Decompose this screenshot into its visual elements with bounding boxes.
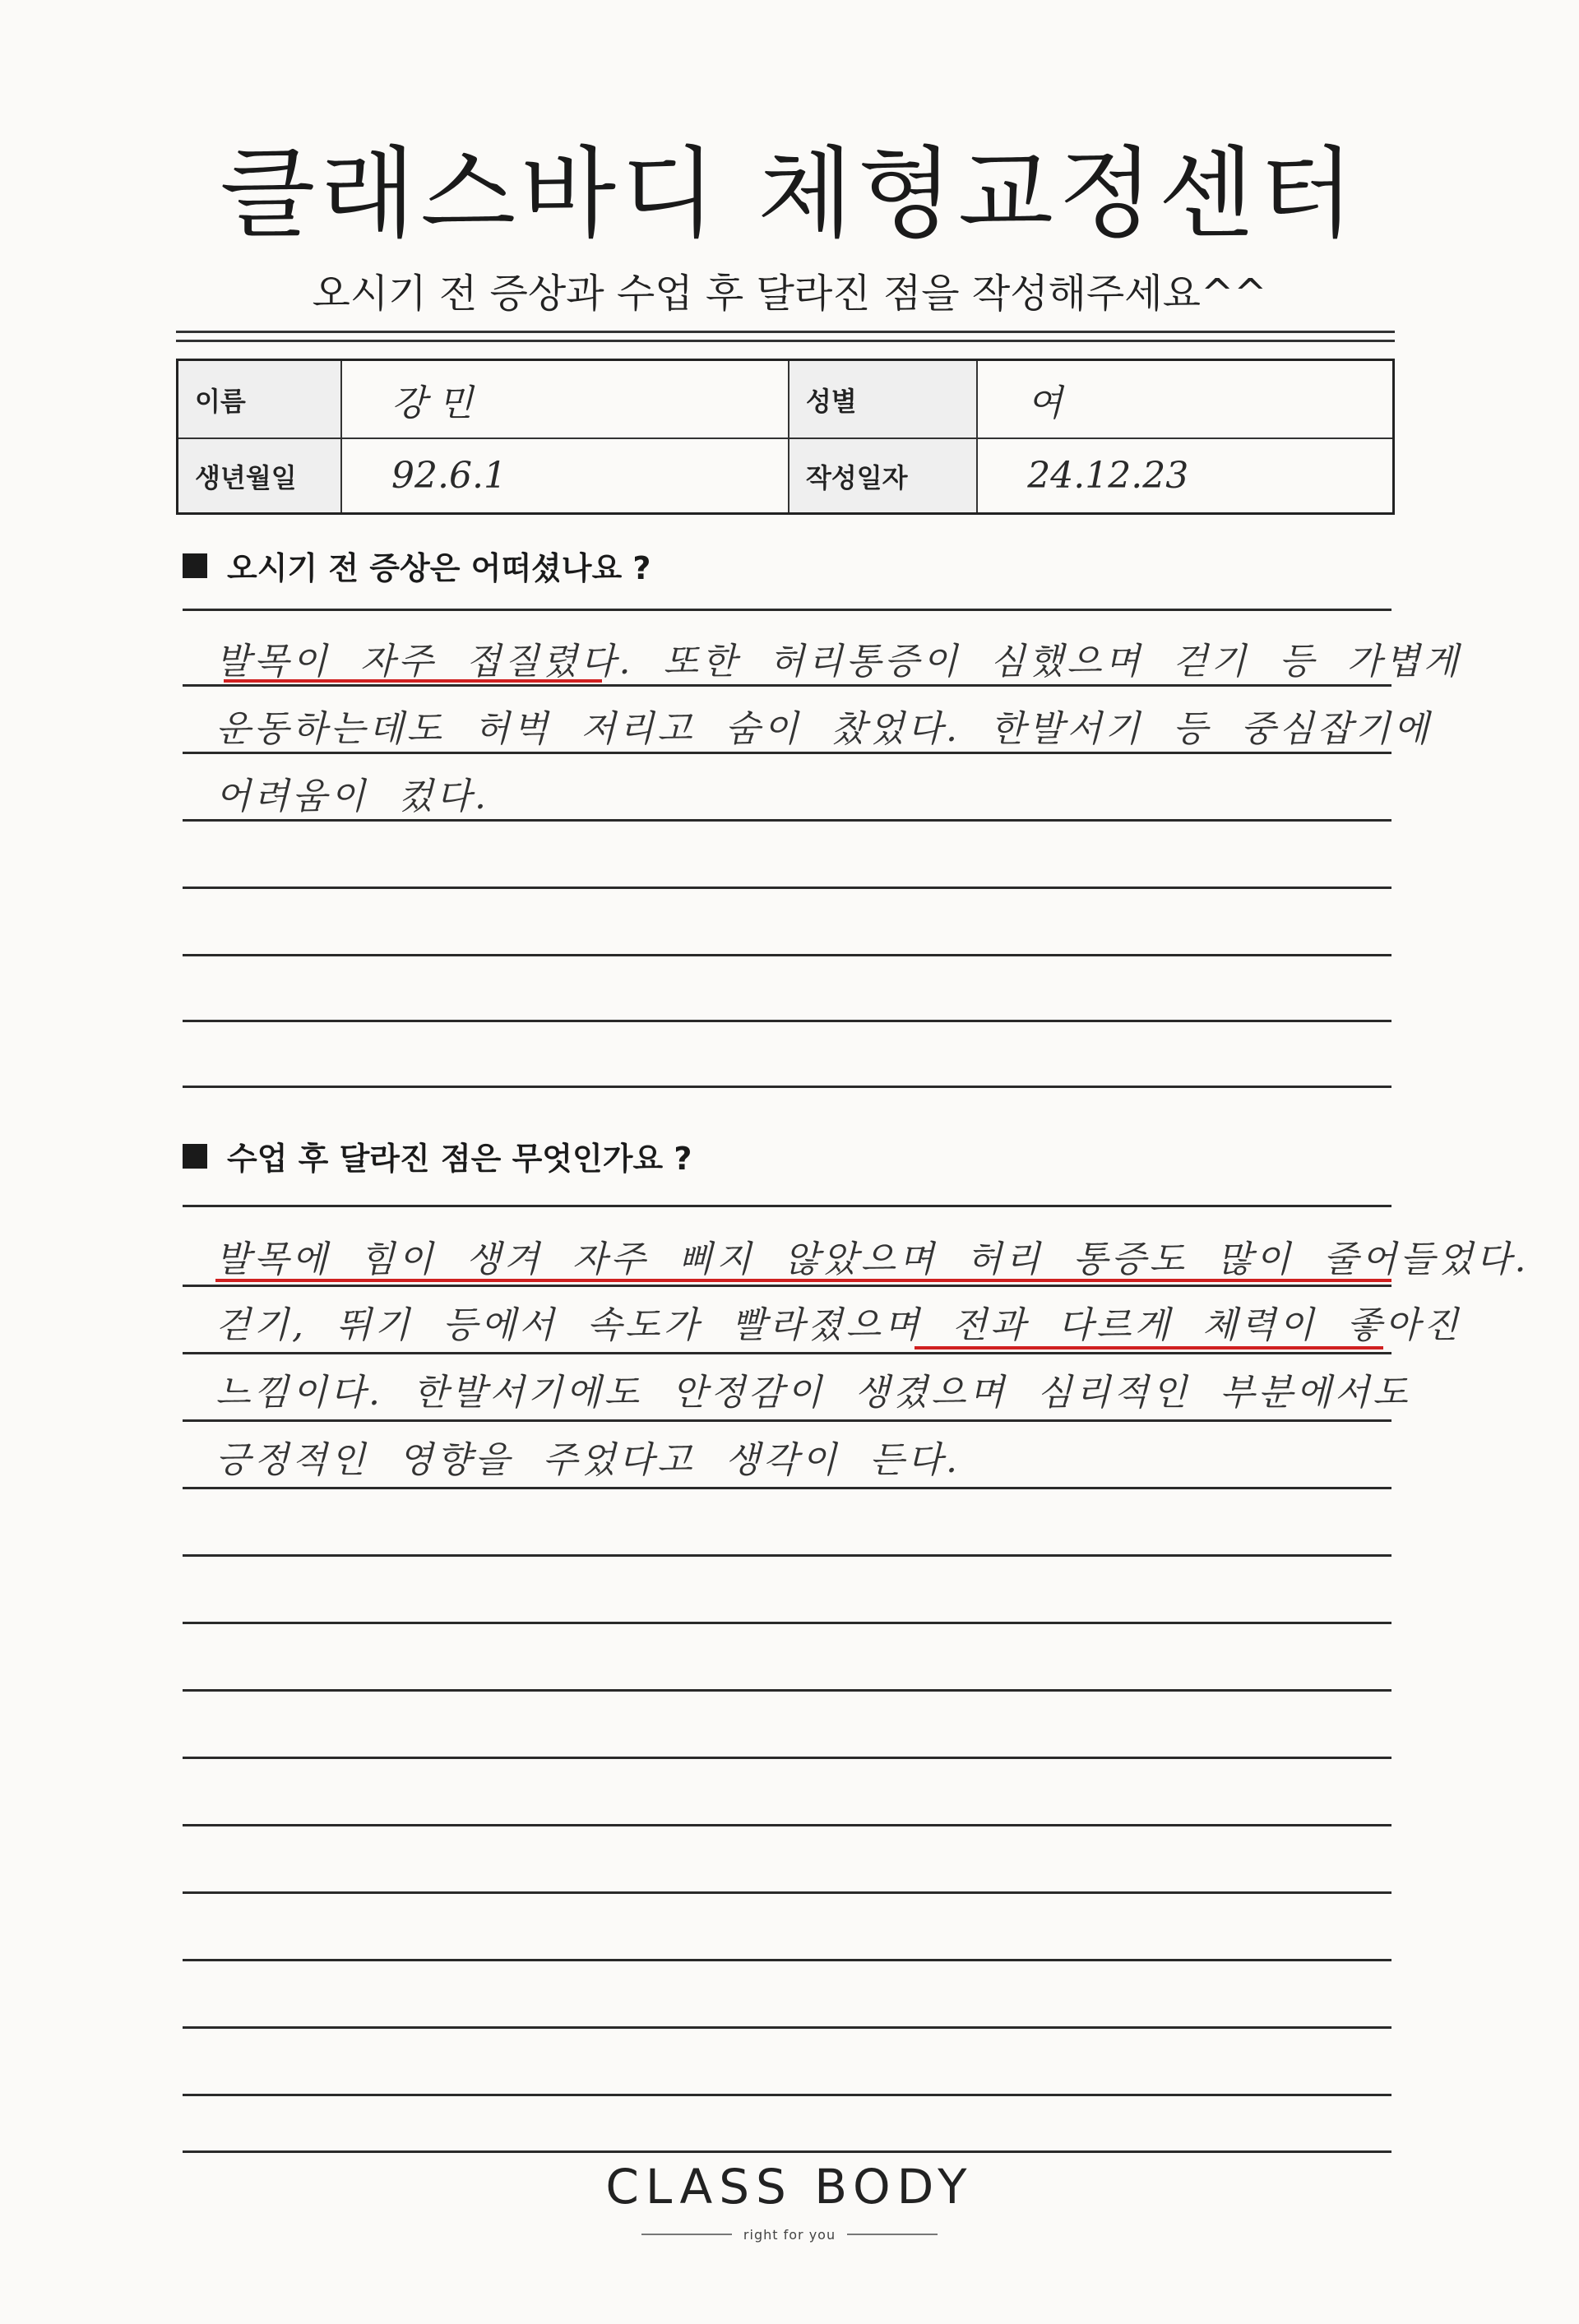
red-underline xyxy=(224,679,602,683)
ruled-line xyxy=(183,1205,1391,1207)
ruled-line xyxy=(183,1285,1391,1287)
gender-value: 여 xyxy=(977,360,1393,439)
info-row xyxy=(178,438,1394,513)
brand-logo: CLASS BODY xyxy=(605,2159,974,2215)
page-title: 클래스바디 체형교정센터 xyxy=(220,137,1359,252)
square-icon xyxy=(183,553,207,578)
section2-heading xyxy=(183,1133,692,1178)
ruled-line xyxy=(183,1622,1391,1624)
ruled-line xyxy=(183,1891,1391,1894)
birth-label: 생년월일 xyxy=(178,438,342,513)
ruled-line xyxy=(183,1020,1391,1022)
date-label: 작성일자 xyxy=(789,438,977,513)
date-value: 24.12.23 xyxy=(977,438,1393,513)
brand-tagline: right for you xyxy=(743,2226,836,2243)
section1-heading-text: 오시기 전 증상은 어떠셨나요 ? xyxy=(227,550,651,586)
ruled-line xyxy=(183,954,1391,956)
answer-line: 운동하는데도 허벅 저리고 숨이 찼었다. 한발서기 등 중심잡기에 xyxy=(215,708,1432,750)
name-value: 강 민 xyxy=(341,360,789,439)
ruled-line xyxy=(183,1352,1391,1354)
ruled-line xyxy=(183,1959,1391,1961)
gender-label: 성별 xyxy=(789,360,977,439)
brand-tagline-row xyxy=(641,2224,938,2244)
ruled-line xyxy=(183,2150,1391,2153)
answer-line: 걷기, 뛰기 등에서 속도가 빨라졌으며 전과 다르게 체력이 좋아진 xyxy=(215,1304,1461,1346)
ruled-line xyxy=(183,819,1391,822)
ruled-line xyxy=(183,2026,1391,2029)
ruled-line xyxy=(183,1689,1391,1692)
ruled-line xyxy=(183,1554,1391,1557)
tagline-rule-right xyxy=(847,2234,938,2235)
ruled-line xyxy=(183,684,1391,687)
name-label: 이름 xyxy=(178,360,342,439)
square-icon xyxy=(183,1144,207,1169)
ruled-line xyxy=(183,1824,1391,1826)
ruled-line xyxy=(183,887,1391,889)
red-underline xyxy=(915,1346,1383,1349)
answer-line: 긍정적인 영향을 주었다고 생각이 든다. xyxy=(215,1439,961,1481)
answer-line: 어려움이 컸다. xyxy=(215,775,489,817)
ruled-line xyxy=(183,2094,1391,2096)
ruled-line xyxy=(183,1419,1391,1422)
tagline-rule-left xyxy=(641,2234,732,2235)
answer-line: 발목이 자주 접질렸다. 또한 허리통증이 심했으며 걷기 등 가볍게 xyxy=(215,641,1461,683)
page-subtitle: 오시기 전 증상과 수업 후 달라진 점을 작성해주세요^^ xyxy=(312,271,1267,317)
ruled-line xyxy=(183,1487,1391,1489)
red-underline xyxy=(215,1279,1391,1282)
ruled-line xyxy=(183,752,1391,754)
info-table xyxy=(176,359,1395,515)
ruled-line xyxy=(183,1757,1391,1759)
answer-line: 느낌이다. 한발서기에도 안정감이 생겼으며 심리적인 부분에서도 xyxy=(215,1372,1411,1414)
ruled-line xyxy=(183,1086,1391,1088)
section1-heading xyxy=(183,543,651,588)
answer-line: 발목에 힘이 생겨 자주 삐지 않았으며 허리 통증도 많이 줄어들었다. xyxy=(215,1238,1530,1280)
title-divider xyxy=(176,331,1395,342)
section2-heading-text: 수업 후 달라진 점은 무엇인가요 ? xyxy=(227,1141,692,1177)
section1-lines xyxy=(183,609,1461,1102)
ruled-line xyxy=(183,609,1391,611)
info-row xyxy=(178,360,1394,439)
section2-lines xyxy=(183,1205,1530,2159)
birth-value: 92.6.1 xyxy=(341,438,789,513)
